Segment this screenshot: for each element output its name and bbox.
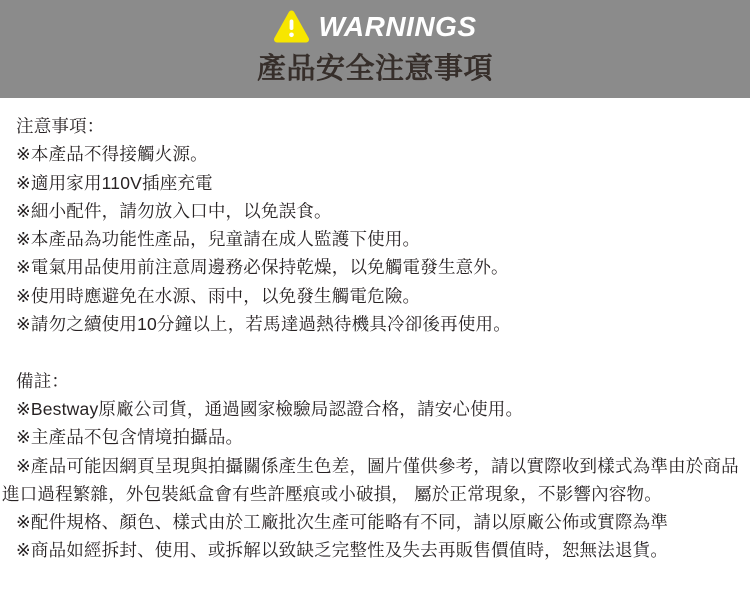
page-title: 產品安全注意事項 xyxy=(256,53,493,85)
section-spacer xyxy=(16,338,746,366)
notice-item: ※使用時應避免在水源、雨中，以免發生觸電危險。 xyxy=(16,285,421,306)
remark-item: ※商品如經拆封、使用、或拆解以致缺乏完整性及失去再販售價值時，恕無法退貨。 xyxy=(16,540,669,561)
exclamation-dot xyxy=(289,33,294,38)
remarks-section-heading: 備註： xyxy=(16,370,70,391)
remark-item: ※配件規格、顏色、樣式由於工廠批次生產可能略有不同，請以原廠公佈或實際為準 xyxy=(16,512,669,533)
remark-item: ※主產品不包含情境拍攝品。 xyxy=(16,427,244,448)
header-banner xyxy=(0,0,750,98)
notice-item: ※適用家用110V插座充電 xyxy=(16,172,213,193)
exclamation-bar xyxy=(289,20,293,31)
warnings-label: WARNINGS xyxy=(318,10,477,42)
remark-item: ※Bestway原廠公司貨，通過國家檢驗局認證合格，請安心使用。 xyxy=(16,398,524,419)
remark-item-continuation: 進口過程繁雜，外包裝紙盒會有些許壓痕或小破損， 屬於正常現象，不影響內容物。 xyxy=(2,483,662,504)
notice-item: ※細小配件，請勿放入口中，以免誤食。 xyxy=(16,200,332,221)
notice-item: ※請勿之續使用10分鐘以上，若馬達過熱待機具冷卻後再使用。 xyxy=(16,314,511,335)
notices-section-heading: 注意事項： xyxy=(16,116,105,136)
notice-item: ※本產品為功能性產品，兒童請在成人監護下使用。 xyxy=(16,229,421,250)
notice-item: ※本產品不得接觸火源。 xyxy=(16,144,208,165)
notice-body xyxy=(0,98,750,565)
remark-item: ※產品可能因網頁呈現與拍攝關係產生色差，圖片僅供參考，請以實際收到樣式為準由於商品 xyxy=(16,455,739,476)
warning-triangle-icon xyxy=(274,10,309,43)
notice-item: ※電氣用品使用前注意周邊務必保持乾燥，以免觸電發生意外。 xyxy=(16,257,509,278)
warnings-row xyxy=(0,0,750,44)
